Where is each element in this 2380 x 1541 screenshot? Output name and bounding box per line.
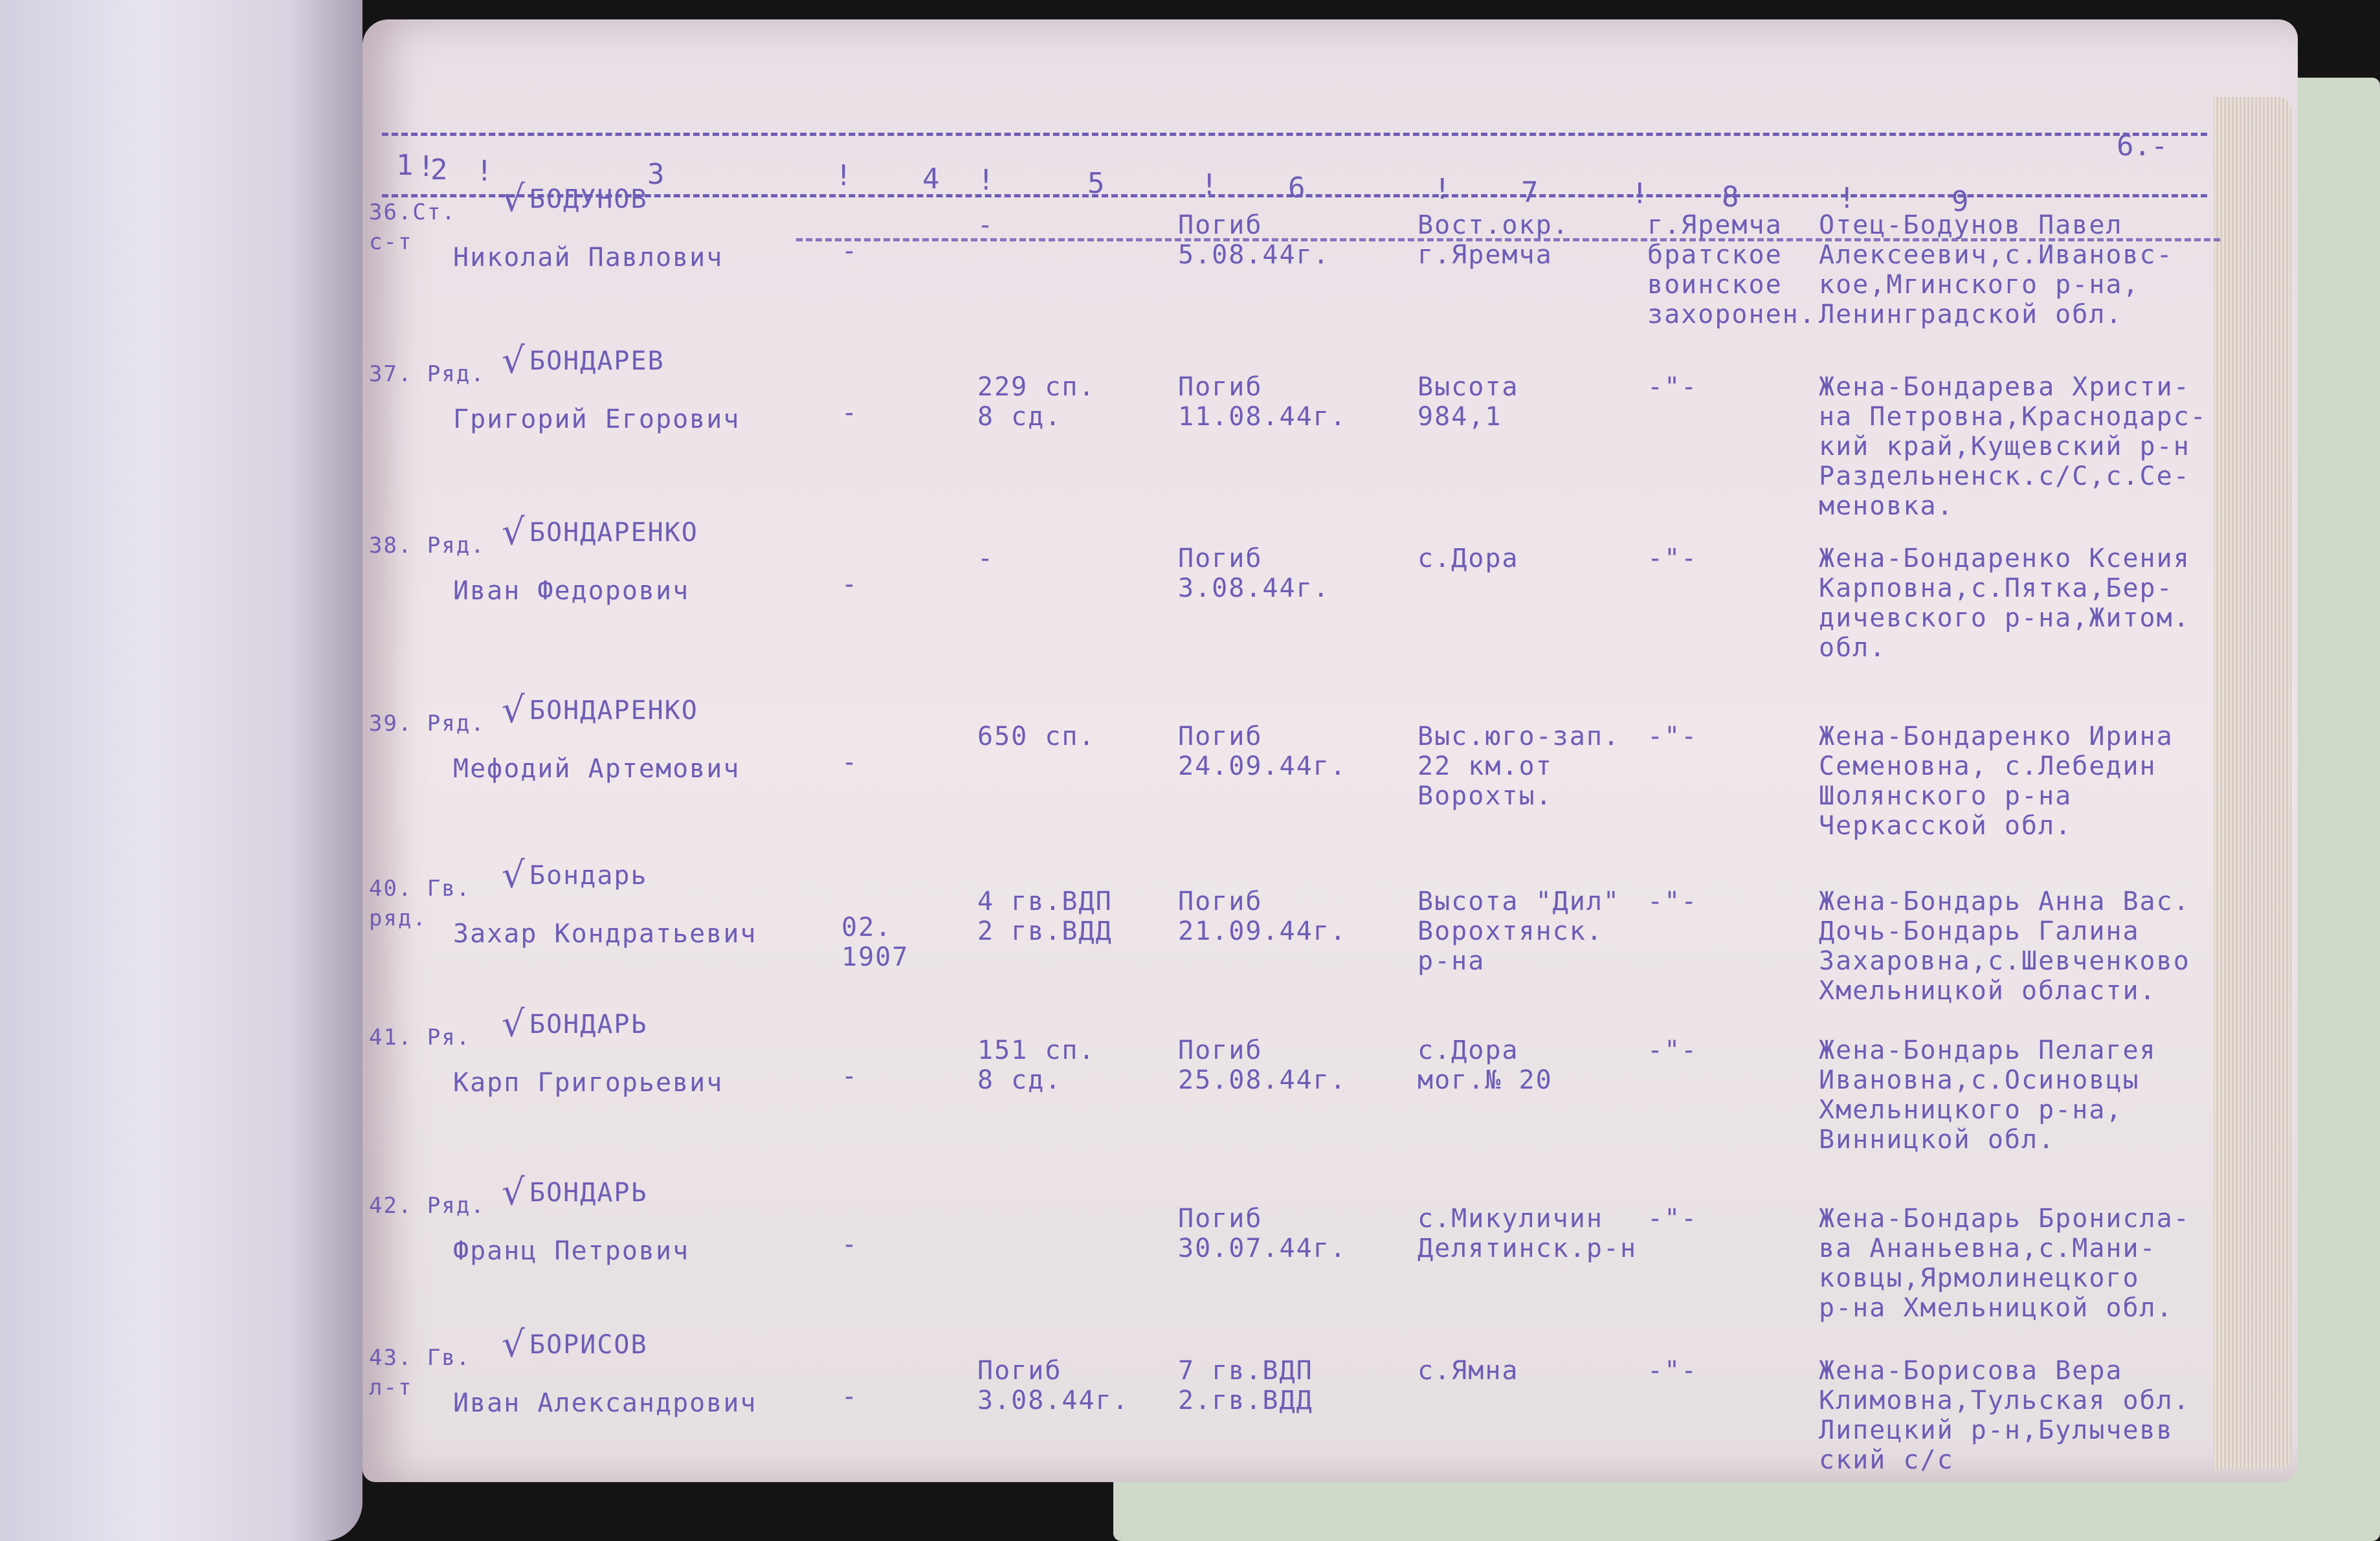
record-col5: 650 сп. [977, 722, 1096, 751]
record-col5: - [977, 544, 995, 573]
record-rank: л-т [369, 1375, 413, 1401]
record-col6: Погиб [1178, 372, 1263, 402]
record-col7: 22 км.от [1418, 751, 1553, 781]
record-rank: 39. Ряд. [369, 711, 485, 737]
record-name: Франц Петрович [453, 1236, 690, 1266]
record-col6: Погиб [1178, 1036, 1263, 1065]
checkmark-icon: √ [502, 689, 525, 731]
record-col9: обл. [1819, 633, 1887, 663]
column-separator: ! [476, 155, 493, 188]
record-col8: -"- [1647, 1356, 1698, 1386]
column-separator: ! [1434, 173, 1451, 206]
record-surname: БОДУНОВ [529, 184, 648, 214]
record-col9: Ленинградской обл. [1819, 300, 2123, 329]
record-col9: Жена-Борисова Вера [1819, 1356, 2123, 1386]
record-col9: Раздельненск.с/С,с.Се- [1819, 461, 2190, 491]
record-col7: Вост.окр. [1418, 210, 1570, 240]
checkmark-icon: √ [502, 1003, 525, 1045]
record-surname: Бондарь [529, 861, 648, 891]
record-col5: - [977, 210, 995, 240]
checkmark-icon: √ [502, 178, 525, 220]
record-col8: -"- [1647, 887, 1698, 916]
page-number: 6.- [2117, 129, 2168, 162]
record-col6: 25.08.44г. [1178, 1065, 1347, 1095]
record-col9: Карповна,с.Пятка,Бер- [1819, 573, 2174, 603]
record-col9: р-на Хмельницкой обл. [1819, 1293, 2174, 1323]
record-surname: БОНДАРЬ [529, 1178, 648, 1208]
record-col6: Погиб [1178, 544, 1263, 573]
record-col8: захоронен. [1647, 300, 1816, 329]
record-col9: Хмельницкой области. [1819, 976, 2157, 1006]
record-col4: - [841, 748, 859, 777]
record-name: Николай Павлович [453, 243, 724, 272]
record-col8: г.Яремча [1647, 210, 1783, 240]
record-rank: 42. Ряд. [369, 1193, 485, 1219]
header-top-rule [382, 133, 2207, 136]
record-col9: меновка. [1819, 491, 1954, 521]
record-col5: 8 сд. [977, 402, 1062, 432]
record-col4: - [841, 398, 859, 428]
record-surname: БОНДАРЕНКО [529, 518, 698, 548]
record-col9: на Петровна,Краснодарс- [1819, 402, 2207, 432]
record-col6: 5.08.44г. [1178, 240, 1330, 270]
record-col8: -"- [1647, 722, 1698, 751]
record-col6: Погиб [1178, 210, 1263, 240]
record-col4: - [841, 1230, 859, 1259]
record-col5: 151 сп. [977, 1036, 1096, 1065]
record-col7: Ворохтянск. [1418, 916, 1603, 946]
record-col9: Семеновна, с.Лебедин [1819, 751, 2157, 781]
checkmark-icon: √ [502, 854, 525, 896]
left-blank-page [0, 0, 362, 1541]
record-col7: Ворохты. [1418, 781, 1553, 811]
record-col9: Жена-Бондарева Христи- [1819, 372, 2190, 402]
record-col9: ский с/с [1819, 1445, 1954, 1475]
column-separator: ! [1631, 177, 1649, 210]
record-col9: Климовна,Тульская обл. [1819, 1386, 2190, 1415]
record-col4: 1907 [841, 942, 909, 972]
record-col5: 2 гв.ВДД [977, 916, 1113, 946]
checkmark-icon: √ [502, 1324, 525, 1366]
record-col6: 7 гв.ВДП [1178, 1356, 1313, 1386]
record-name: Иван Федорович [453, 576, 690, 606]
record-surname: БОНДАРЕВ [529, 346, 665, 376]
record-col6: 30.07.44г. [1178, 1234, 1347, 1263]
column-header-8: 8 [1722, 181, 1739, 214]
record-col7: с.Ямна [1418, 1356, 1519, 1386]
record-col5: 4 гв.ВДП [977, 887, 1113, 916]
record-col9: Черкасской обл. [1819, 811, 2073, 841]
record-col6: 24.09.44г. [1178, 751, 1347, 781]
checkmark-icon: √ [502, 340, 525, 382]
record-name: Григорий Егорович [453, 405, 740, 434]
column-header-1: 1 [396, 149, 414, 182]
record-col6: 11.08.44г. [1178, 402, 1347, 432]
record-rank: 36.Ст. [369, 199, 456, 225]
record-col9: Жена-Бондарь Бронисла- [1819, 1204, 2190, 1234]
column-separator: ! [1838, 182, 1856, 215]
record-surname: БОНДАРЕНКО [529, 696, 698, 726]
column-separator: ! [977, 164, 995, 197]
record-col7: Высота "Дил" [1418, 887, 1620, 916]
record-col9: Хмельницкого р-на, [1819, 1095, 2123, 1125]
column-header-2: 2 [430, 153, 448, 186]
record-rank: 43. Гв. [369, 1345, 471, 1371]
record-col4: - [841, 236, 859, 266]
record-col5: Погиб [977, 1356, 1062, 1386]
record-name: Карп Григорьевич [453, 1068, 724, 1098]
record-col9: Захаровна,с.Шевченково [1819, 946, 2190, 976]
record-col8: -"- [1647, 1204, 1698, 1234]
record-col8: братское [1647, 240, 1783, 270]
column-header-4: 4 [922, 162, 940, 195]
record-surname: БОРИСОВ [529, 1330, 648, 1360]
column-header-7: 7 [1521, 176, 1539, 209]
record-name: Мефодий Артемович [453, 754, 740, 784]
record-col7: Делятинск.р-н [1418, 1234, 1638, 1263]
checkmark-icon: √ [502, 1171, 525, 1214]
record-col7: с.Микуличин [1418, 1204, 1603, 1234]
record-col9: ковцы,Ярмолинецкого [1819, 1263, 2140, 1293]
record-rank: 38. Ряд. [369, 533, 485, 559]
record-col5: 229 сп. [977, 372, 1096, 402]
column-header-9: 9 [1952, 185, 1969, 218]
record-col7: 984,1 [1418, 402, 1502, 432]
record-col9: Ивановна,с.Осиновцы [1819, 1065, 2140, 1095]
record-col9: Жена-Бондарь Пелагея [1819, 1036, 2157, 1065]
column-header-6: 6 [1288, 172, 1306, 205]
record-col7: р-на [1418, 946, 1485, 976]
record-col8: -"- [1647, 544, 1698, 573]
record-col9: Винницкой обл. [1819, 1125, 2056, 1155]
record-col4: - [841, 1061, 859, 1091]
record-col8: -"- [1647, 1036, 1698, 1065]
record-col9: Жена-Бондаренко Ирина [1819, 722, 2174, 751]
column-separator: ! [417, 150, 435, 183]
record-rank: 40. Гв. [369, 876, 471, 902]
record-col9: дичевского р-на,Житом. [1819, 603, 2190, 633]
record-col7: г.Яремча [1418, 240, 1553, 270]
record-col9: Шолянского р-на [1819, 781, 2073, 811]
record-col7: с.Дора [1418, 1036, 1519, 1065]
page-stack-edges [2214, 97, 2291, 1469]
record-col9: Дочь-Бондарь Галина [1819, 916, 2140, 946]
record-col9: Жена-Бондаренко Ксения [1819, 544, 2190, 573]
record-col7: мог.№ 20 [1418, 1065, 1553, 1095]
record-col4: - [841, 570, 859, 599]
record-col9: Жена-Бондарь Анна Вас. [1819, 887, 2190, 916]
column-header-3: 3 [647, 158, 665, 191]
record-col5: 3.08.44г. [977, 1386, 1129, 1415]
record-col7: Высота [1418, 372, 1519, 402]
record-col5: 8 сд. [977, 1065, 1062, 1095]
record-name: Захар Кондратьевич [453, 919, 757, 949]
record-col6: 21.09.44г. [1178, 916, 1347, 946]
checkmark-icon: √ [502, 511, 525, 553]
record-col9: кий край,Кущевский р-н [1819, 432, 2190, 461]
record-col9: кое,Мгинского р-на, [1819, 270, 2140, 300]
record-col6: Погиб [1178, 722, 1263, 751]
record-rank: ряд. [369, 905, 427, 931]
record-col7: с.Дора [1418, 544, 1519, 573]
record-col6: Погиб [1178, 887, 1263, 916]
column-header-5: 5 [1087, 167, 1105, 200]
column-separator: ! [835, 159, 852, 192]
record-col8: -"- [1647, 372, 1698, 402]
record-col7: Выс.юго-зап. [1418, 722, 1620, 751]
column-separator: ! [1201, 168, 1218, 201]
record-col9: ва Ананьевна,с.Мани- [1819, 1234, 2157, 1263]
record-col6: 3.08.44г. [1178, 573, 1330, 603]
record-col9: Алексеевич,с.Ивановс- [1819, 240, 2174, 270]
record-col4: 02. [841, 913, 893, 942]
record-col4: - [841, 1382, 859, 1412]
record-col8: воинское [1647, 270, 1783, 300]
record-col9: Отец-Бодунов Павел [1819, 210, 2123, 240]
record-surname: БОНДАРЬ [529, 1010, 648, 1039]
record-col9: Липецкий р-н,Булычевв [1819, 1415, 2174, 1445]
record-col6: 2.гв.ВДД [1178, 1386, 1313, 1415]
record-rank: 41. Ря. [369, 1025, 471, 1050]
record-col6: Погиб [1178, 1204, 1263, 1234]
record-rank: 37. Ряд. [369, 361, 485, 387]
record-name: Иван Александрович [453, 1388, 757, 1418]
record-rank: с-т [369, 229, 413, 255]
